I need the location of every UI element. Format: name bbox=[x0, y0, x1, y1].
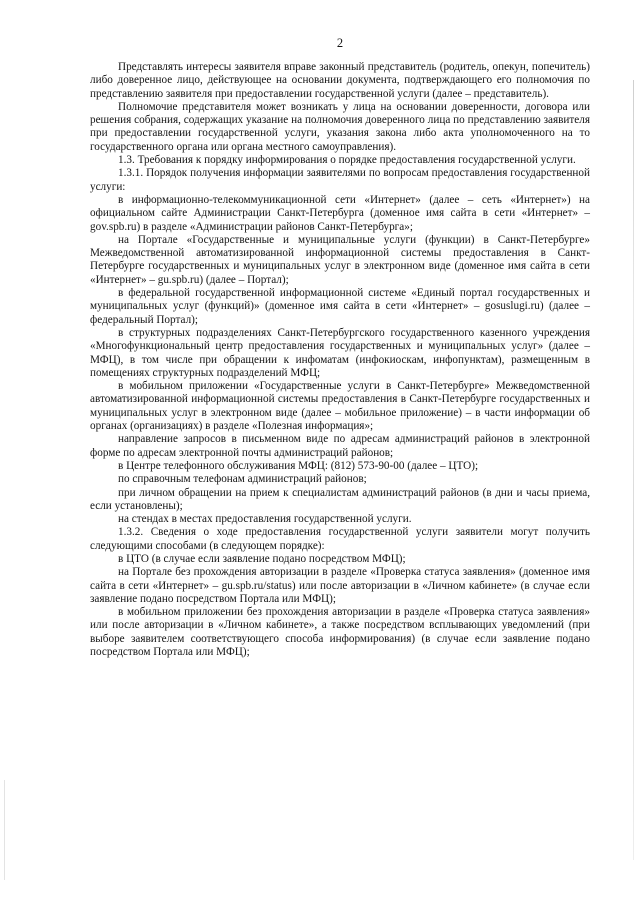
paragraph: по справочным телефонам администраций районов; bbox=[118, 473, 367, 486]
paragraph: 1.3.2. Сведения о ходе предоставления государственной услуги заявители могут получить следующими способами (в следующем порядке): bbox=[90, 526, 590, 552]
paragraph: в мобильном приложении «Государственные услуги в Санкт-Петербурге» Межведомственной автоматизированной информационной системы предоставления в Санкт-Петербурге государственных и муниципальных услуг в электронном виде (далее – мобильное приложение) – в части информации об органах (организациях) в разделе «Полезная информация»; bbox=[90, 380, 590, 433]
paragraph: на стендах в местах предоставления государственной услуги. bbox=[118, 513, 412, 526]
paragraph: направление запросов в письменном виде по адресам администраций районов в электронной форме по адресам электронной почты администраций районов; bbox=[90, 433, 590, 459]
paragraph: в Центре телефонного обслуживания МФЦ: (812) 573-90-00 (далее – ЦТО); bbox=[118, 459, 479, 472]
paragraph: Представлять интересы заявителя вправе законный представитель (родитель, опекун, попечитель) либо доверенное лицо, действующее на основании документа, подтверждающего его полномочия по представлению заявителя при предоставлении государственной услуги (далее – представитель). bbox=[90, 61, 590, 100]
paragraph: в мобильном приложении без прохождения авторизации в разделе «Проверка статуса заявления» или после авторизации в «Личном кабинете», а также посредством всплывающих уведомлений (при выборе заявителем соответствующего способа информирования) (в случае если заявление подано посредством Портала или МФЦ); bbox=[90, 606, 590, 659]
paragraph: 1.3.1. Порядок получения информации заявителями по вопросам предоставления государственной услуги: bbox=[90, 167, 590, 193]
paragraph: на Портале «Государственные и муниципальные услуги (функции) в Санкт-Петербурге» Межведомственной автоматизированной информационной системы предоставления в Санкт-Петербурге государственных и муниципальных услуг в электронном виде (доменное имя сайта в сети «Интернет» – gu.spb.ru) (далее – Портал); bbox=[90, 233, 590, 286]
paragraph: в информационно-телекоммуникационной сети «Интернет» (далее – сеть «Интернет») на официальном сайте Администрации Санкт-Петербурга (доменное имя сайта в сети «Интернет» – gov.spb.ru) в разделе «Администрации районов Санкт-Петербурга»; bbox=[90, 193, 590, 233]
paragraph: при личном обращении на прием к специалистам администраций районов (в дни и часы приема, если установлены); bbox=[90, 486, 590, 512]
paragraph: в ЦТО (в случае если заявление подано посредством МФЦ); bbox=[118, 552, 406, 565]
scan-edge-line bbox=[633, 80, 634, 860]
paragraph: на Портале без прохождения авторизации в разделе «Проверка статуса заявления» (доменное имя сайта в сети «Интернет» – gu.spb.ru/status) или после авторизации в «Личном кабинете» (в случае если заявление подано посредством Портала или МФЦ); bbox=[90, 566, 590, 605]
paragraph: в федеральной государственной информационной системе «Единый портал государственных и муниципальных услуг (функций)» (доменное имя сайта в сети «Интернет» – gosuslugi.ru) (далее – федеральный Портал); bbox=[90, 287, 590, 326]
paragraph: Полномочие представителя может возникать у лица на основании доверенности, договора или решения собрания, содержащих указание на полномочия доверенного лица по представлению заявителя при предоставлении государственной услуги, указания закона либо акта уполномоченного на то государственного органа или органа местного самоуправления). bbox=[90, 100, 590, 153]
paragraph: в структурных подразделениях Санкт-Петербургского государственного казенного учреждения «Многофункциональный центр предоставления государственных и муниципальных услуг» (далее – МФЦ), в том числе при обращении к инфоматам (инфокиоскам, инфопунктам), размещенным в помещениях структурных подразделений МФЦ; bbox=[90, 326, 590, 379]
document-body bbox=[90, 61, 590, 659]
paragraph: 1.3. Требования к порядку информирования о порядке предоставления государственной услуги. bbox=[118, 154, 576, 167]
page-number: 2 bbox=[336, 36, 344, 50]
scan-edge-line bbox=[4, 780, 5, 880]
